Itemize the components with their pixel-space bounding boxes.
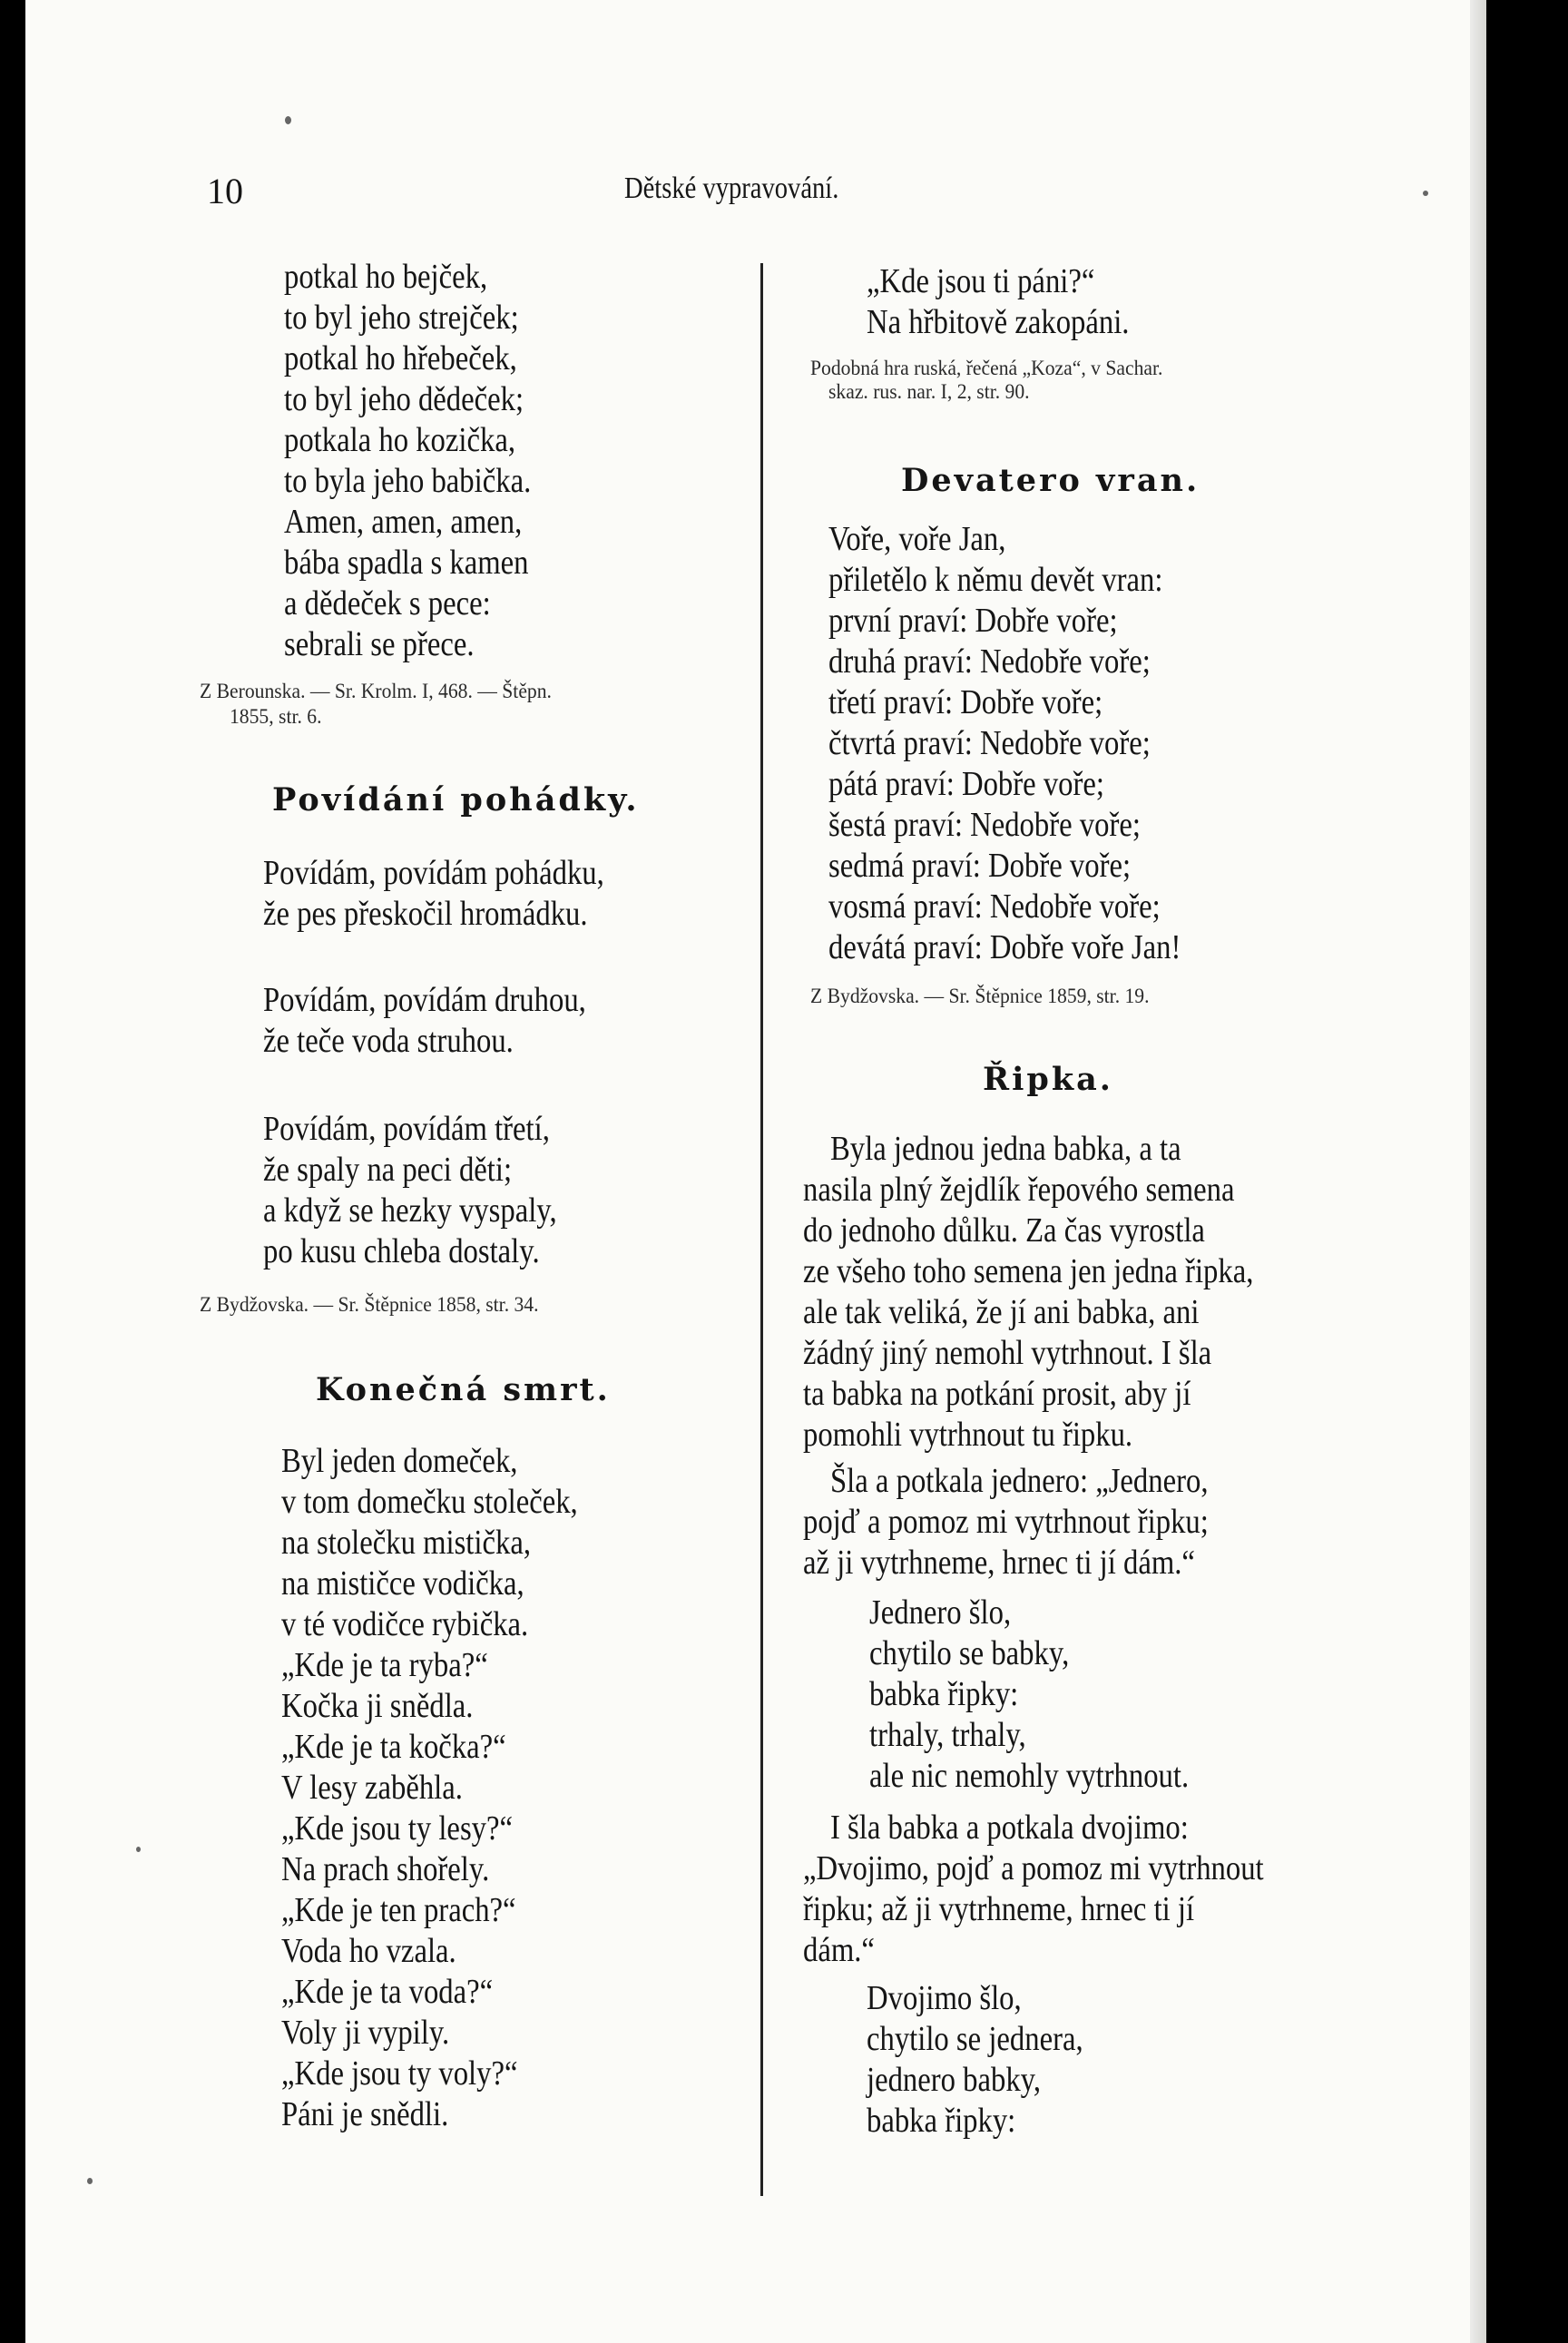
text-line: až ji vytrhneme, hrnec ti jí dám.“	[803, 1544, 1195, 1582]
page-number: 10	[207, 171, 243, 211]
text-line: I šla babka a potkala dvojimo:	[830, 1809, 1189, 1847]
text-line: Voda ho vzala.	[281, 1932, 456, 1970]
text-line: to byl jeho dědeček;	[284, 380, 524, 418]
source-note: Z Bydžovska. — Sr. Štěpnice 1858, str. 34.	[200, 1293, 539, 1316]
source-note: 1855, str. 6.	[230, 705, 322, 728]
text-line: babka řipky:	[867, 2102, 1016, 2140]
print-speck	[285, 116, 291, 124]
text-line: sedmá praví: Dobře voře;	[828, 847, 1132, 885]
text-line: ta babka na potkání prosit, aby jí	[803, 1375, 1191, 1413]
text-line: Voly ji vypily.	[281, 2014, 450, 2052]
source-note: Podobná hra ruská, řečená „Koza“, v Sachar.	[810, 357, 1163, 379]
text-line: chytilo se jednera,	[867, 2020, 1083, 2058]
text-line: „Kde jsou ty lesy?“	[281, 1809, 514, 1848]
text-line: to byla jeho babička.	[284, 462, 532, 500]
text-line: Páni je snědli.	[281, 2095, 449, 2133]
text-line: bába spadla s kamen	[284, 544, 529, 582]
text-line: na mističce vodička,	[281, 1564, 524, 1603]
book-page	[25, 0, 1486, 2343]
text-line: pomohli vytrhnout tu řipku.	[803, 1416, 1133, 1454]
text-line: že teče voda struhou.	[263, 1022, 514, 1060]
text-line: Na hřbitově zakopáni.	[867, 303, 1130, 341]
text-line: první praví: Dobře voře;	[828, 602, 1118, 640]
text-line: ale tak veliká, že jí ani babka, ani	[803, 1293, 1200, 1331]
text-line: čtvrtá praví: Nedobře voře;	[828, 724, 1151, 762]
text-line: „Kde jsou ty voly?“	[281, 2054, 518, 2093]
text-line: pojď a pomoz mi vytrhnout řipku;	[803, 1503, 1209, 1541]
section-title: Povídání pohádky.	[272, 781, 640, 819]
text-line: sebrali se přece.	[284, 625, 475, 663]
source-note: skaz. rus. nar. I, 2, str. 90.	[828, 380, 1030, 403]
text-line: potkal ho hřebeček,	[284, 339, 517, 377]
text-line: a když se hezky vyspaly,	[263, 1191, 557, 1230]
text-line: Na prach shořely.	[281, 1850, 490, 1888]
print-speck	[1423, 191, 1428, 196]
text-line: v té vodičce rybička.	[281, 1605, 529, 1643]
text-line: ale nic nemohly vytrhnout.	[869, 1757, 1190, 1795]
text-line: Voře, voře Jan,	[828, 520, 1006, 558]
text-line: Amen, amen, amen,	[284, 503, 523, 541]
text-line: Povídám, povídám třetí,	[263, 1110, 550, 1148]
running-title: Dětské vypravování.	[624, 172, 839, 205]
text-line: ze všeho toho semena jen jedna řipka,	[803, 1252, 1254, 1290]
text-line: Jednero šlo,	[869, 1593, 1012, 1632]
text-line: Dvojimo šlo,	[867, 1979, 1022, 2017]
source-note: Z Berounska. — Sr. Krolm. I, 468. — Štěpn.	[200, 680, 552, 702]
source-note: Z Bydžovska. — Sr. Štěpnice 1859, str. 19.	[810, 985, 1150, 1007]
text-line: „Dvojimo, pojď a pomoz mi vytrhnout	[803, 1849, 1264, 1887]
text-line: třetí praví: Dobře voře;	[828, 683, 1103, 721]
text-line: řipku; až ji vytrhneme, hrnec ti jí	[803, 1890, 1195, 1928]
section-title: Řipka.	[983, 1061, 1113, 1098]
text-line: potkala ho kozička,	[284, 421, 516, 459]
section-title: Konečná smrt.	[316, 1371, 611, 1408]
text-line: Kočka ji snědla.	[281, 1687, 474, 1725]
text-line: Povídám, povídám pohádku,	[263, 854, 604, 892]
text-line: pátá praví: Dobře voře;	[828, 765, 1104, 803]
text-line: devátá praví: Dobře voře Jan!	[828, 928, 1181, 966]
text-line: babka řipky:	[869, 1675, 1019, 1713]
text-line: Byl jeden domeček,	[281, 1442, 518, 1480]
text-line: Šla a potkala jednero: „Jednero,	[830, 1462, 1209, 1500]
text-line: druhá praví: Nedobře voře;	[828, 642, 1151, 681]
text-line: to byl jeho strejček;	[284, 299, 519, 337]
text-line: že spaly na peci děti;	[263, 1151, 513, 1189]
text-line: vosmá praví: Nedobře voře;	[828, 887, 1161, 926]
text-line: „Kde jsou ti páni?“	[867, 262, 1095, 300]
text-line: nasila plný žejdlík řepového semena	[803, 1171, 1235, 1209]
text-line: šestá praví: Nedobře voře;	[828, 806, 1141, 844]
text-line: žádný jiný nemohl vytrhnout. I šla	[803, 1334, 1212, 1372]
text-line: po kusu chleba dostaly.	[263, 1232, 540, 1270]
section-title: Devatero vran.	[901, 462, 1200, 499]
text-line: Byla jednou jedna babka, a ta	[830, 1130, 1181, 1168]
column-divider	[760, 263, 763, 2196]
text-line: a dědeček s pece:	[284, 584, 491, 623]
text-line: V lesy zaběhla.	[281, 1769, 463, 1807]
text-line: že pes přeskočil hromádku.	[263, 895, 588, 933]
text-line: potkal ho bejček,	[284, 258, 488, 296]
text-line: „Kde je ten prach?“	[281, 1891, 516, 1929]
print-speck	[136, 1847, 141, 1852]
text-line: Povídám, povídám druhou,	[263, 981, 586, 1019]
text-line: „Kde je ta voda?“	[281, 1973, 494, 2011]
text-line: do jednoho důlku. Za čas vyrostla	[803, 1211, 1205, 1250]
page-edge	[1470, 0, 1486, 2343]
page-header	[25, 159, 1486, 222]
print-speck	[87, 2178, 93, 2184]
text-line: trhaly, trhaly,	[869, 1716, 1026, 1754]
text-line: v tom domečku stoleček,	[281, 1483, 578, 1521]
text-line: přiletělo k němu devět vran:	[828, 561, 1163, 599]
text-line: jednero babky,	[867, 2061, 1042, 2099]
text-line: „Kde je ta ryba?“	[281, 1646, 488, 1684]
text-line: na stolečku mistička,	[281, 1524, 531, 1562]
text-line: chytilo se babky,	[869, 1634, 1070, 1672]
text-line: „Kde je ta kočka?“	[281, 1728, 506, 1766]
text-line: dám.“	[803, 1931, 875, 1969]
